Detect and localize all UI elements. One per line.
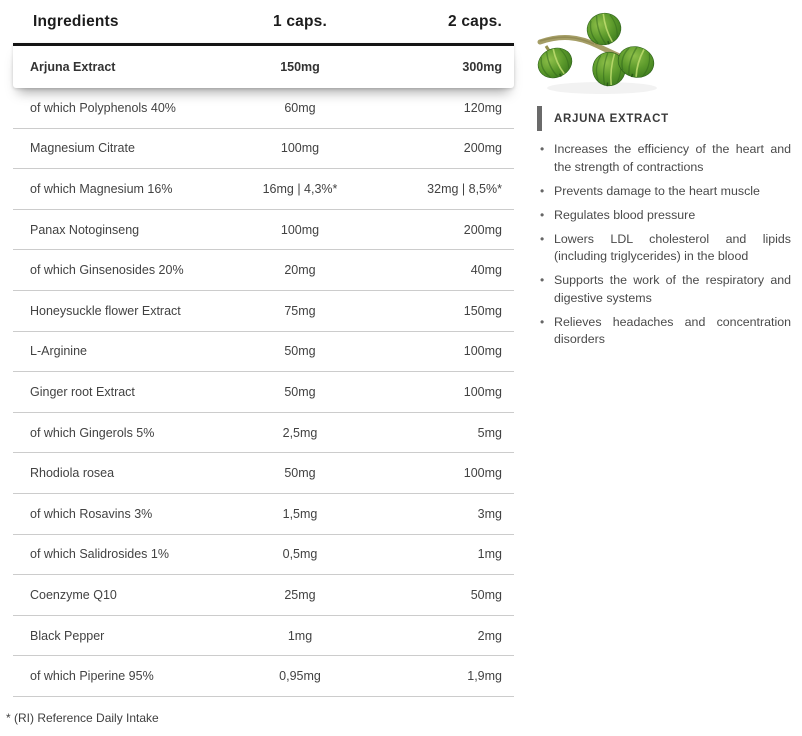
table-row xyxy=(13,210,514,251)
benefits-list xyxy=(537,141,791,355)
caps1-value: 0,5mg xyxy=(282,547,318,562)
ingredient-name: of which Ginsenosides 20% xyxy=(30,263,184,278)
caps2-value: 1,9mg xyxy=(467,669,502,684)
caps1-value: 1,5mg xyxy=(282,506,318,521)
header-ingredients: Ingredients xyxy=(33,12,119,30)
caps1-value: 25mg xyxy=(284,587,316,602)
caps1-value: 16mg | 4,3%* xyxy=(262,181,338,196)
table-row xyxy=(13,169,514,210)
caps1-value: 50mg xyxy=(284,344,316,359)
caps2-value: 300mg xyxy=(462,60,502,74)
bullet-icon: • xyxy=(540,231,545,246)
bullet-icon: • xyxy=(540,273,545,287)
list-item xyxy=(537,141,791,176)
reference-intake-footnote: * (RI) Reference Daily Intake xyxy=(6,711,159,725)
table-row xyxy=(13,575,514,616)
bullet-icon: • xyxy=(540,314,545,329)
caps2-value: 50mg xyxy=(470,587,502,602)
ingredient-name: of which Salidrosides 1% xyxy=(30,547,169,562)
ingredient-name: Ginger root Extract xyxy=(30,384,135,399)
ingredient-name: of which Gingerols 5% xyxy=(30,425,155,440)
header-1caps: 1 caps. xyxy=(273,12,327,30)
caps1-value: 150mg xyxy=(280,60,320,74)
sidebar-heading xyxy=(537,106,669,131)
ingredient-name: Rhodiola rosea xyxy=(30,466,115,481)
ingredient-name: of which Magnesium 16% xyxy=(30,181,173,196)
highlighted-row-arjuna-extract xyxy=(13,43,514,88)
table-row xyxy=(13,494,514,535)
caps2-value: 1mg xyxy=(477,547,502,562)
caps1-value: 0,95mg xyxy=(279,669,321,684)
table-row xyxy=(13,656,514,697)
bullet-icon: • xyxy=(540,207,545,222)
caps1-value: 50mg xyxy=(284,384,316,399)
ingredients-table xyxy=(13,0,514,697)
table-row xyxy=(13,535,514,576)
ingredient-name: Panax Notoginseng xyxy=(30,222,140,237)
caps2-value: 120mg xyxy=(463,100,502,115)
caps2-value: 100mg xyxy=(463,384,502,399)
caps2-value: 100mg xyxy=(463,344,502,359)
caps2-value: 100mg xyxy=(463,466,502,481)
ingredient-name: L-Arginine xyxy=(30,344,87,359)
list-item xyxy=(537,314,791,349)
benefit-text: Regulates blood pressure xyxy=(554,207,696,222)
list-item xyxy=(537,231,791,266)
ingredient-name: Honeysuckle flower Extract xyxy=(30,303,181,318)
ingredient-rows xyxy=(13,88,514,697)
table-row xyxy=(13,332,514,373)
ingredient-name: Black Pepper xyxy=(30,628,105,643)
table-row xyxy=(13,291,514,332)
caps1-value: 100mg xyxy=(280,141,320,156)
sidebar-heading-label: ARJUNA EXTRACT xyxy=(554,112,669,125)
table-row xyxy=(13,372,514,413)
caps2-value: 3mg xyxy=(477,506,502,521)
table-row xyxy=(13,453,514,494)
caps2-value: 2mg xyxy=(477,628,502,643)
list-item xyxy=(537,272,791,307)
caps2-value: 150mg xyxy=(463,303,502,318)
table-row xyxy=(13,413,514,454)
caps1-value: 60mg xyxy=(284,100,316,115)
bullet-icon: • xyxy=(540,142,545,156)
caps1-value: 2,5mg xyxy=(282,425,318,440)
table-row xyxy=(13,250,514,291)
table-header-row xyxy=(13,0,514,43)
table-row xyxy=(13,129,514,170)
ingredient-name: Magnesium Citrate xyxy=(30,141,135,156)
accent-bar xyxy=(537,106,542,131)
caps2-value: 40mg xyxy=(470,263,502,278)
benefit-text: Prevents damage to the heart muscle xyxy=(554,183,760,198)
caps2-value: 32mg | 8,5%* xyxy=(427,181,502,196)
ingredient-name: of which Polyphenols 40% xyxy=(30,100,176,115)
table-row xyxy=(13,88,514,129)
ingredient-name: Arjuna Extract xyxy=(30,60,116,74)
arjuna-fruits-image xyxy=(532,2,674,100)
caps2-value: 5mg xyxy=(477,425,502,440)
list-item xyxy=(537,183,791,201)
benefit-text: Increases the efficiency of the heart and the strength of contractions xyxy=(554,142,791,174)
caps1-value: 75mg xyxy=(284,303,316,318)
ingredient-name: of which Rosavins 3% xyxy=(30,506,153,521)
caps1-value: 50mg xyxy=(284,466,316,481)
caps2-value: 200mg xyxy=(463,222,502,237)
caps1-value: 1mg xyxy=(287,628,313,643)
list-item xyxy=(537,207,791,225)
table-row xyxy=(13,616,514,657)
bullet-icon: • xyxy=(540,183,545,198)
header-2caps: 2 caps. xyxy=(448,12,502,30)
caps1-value: 100mg xyxy=(280,222,320,237)
benefit-text: Supports the work of the respiratory and digestive systems xyxy=(554,273,791,305)
caps2-value: 200mg xyxy=(463,141,502,156)
ingredient-name: Coenzyme Q10 xyxy=(30,587,117,602)
ingredient-name: of which Piperine 95% xyxy=(30,669,154,684)
benefit-text: Lowers LDL cholesterol and lipids (including triglycerides) in the blood xyxy=(554,231,791,263)
benefit-text: Relieves headaches and concentration disorders xyxy=(554,314,791,346)
caps1-value: 20mg xyxy=(284,263,316,278)
